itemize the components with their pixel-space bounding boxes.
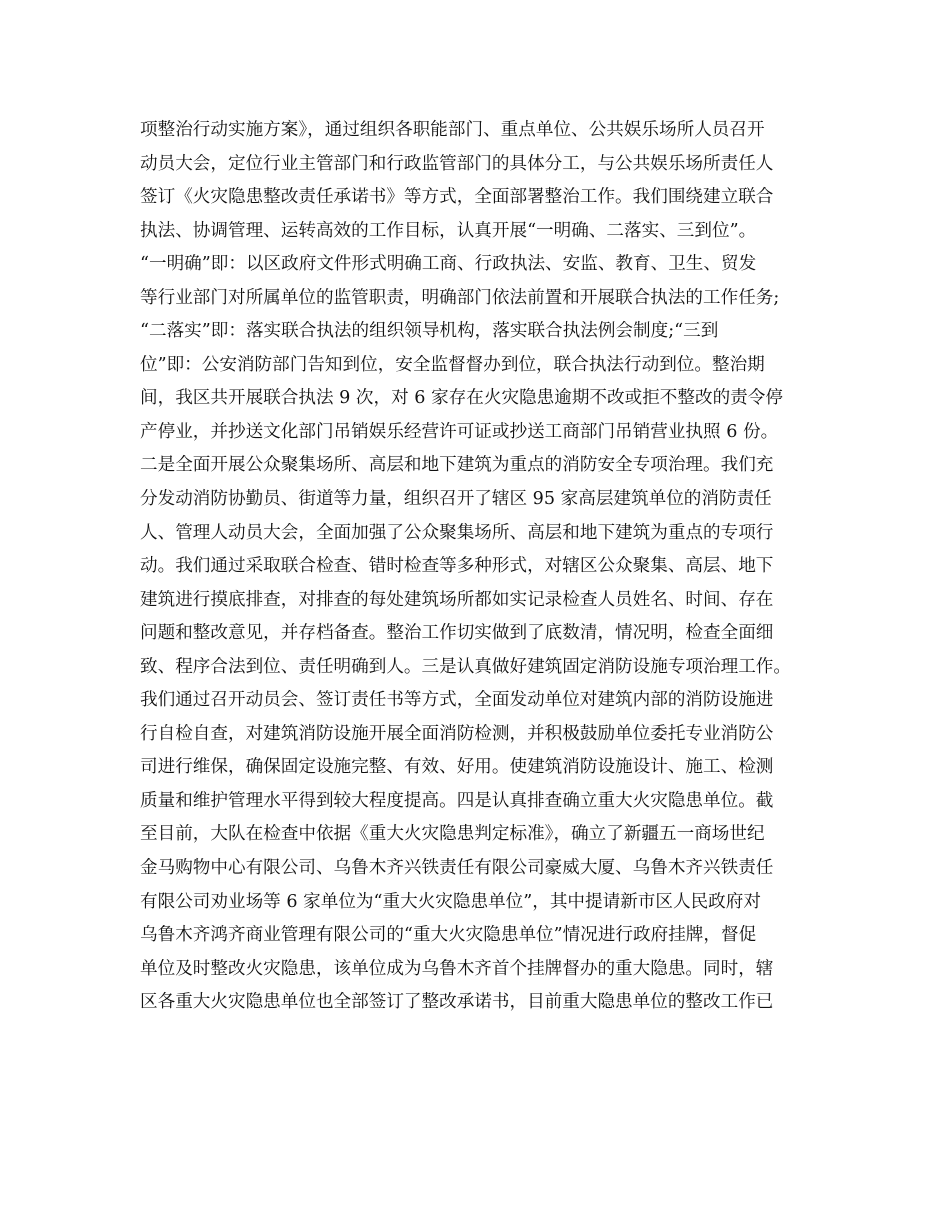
text-line-27: 区各重大火灾隐患单位也全部签订了整改承诺书，目前重大隐患单位的整改工作已	[140, 992, 774, 1013]
text-line-25: 乌鲁木齐鸿齐商业管理有限公司的“重大火灾隐患单位”情况进行政府挂牌，督促	[140, 925, 757, 946]
body-text	[140, 114, 830, 1020]
text-line-24: 有限公司劝业场等 6 家单位为“重大火灾隐患单位”，其中提请新市区人民政府对	[140, 891, 761, 912]
text-line-4: 执法、协调管理、运转高效的工作目标，认真开展“一明确、二落实、三到位”。	[140, 220, 757, 241]
text-line-21: 质量和维护管理水平得到较大程度提高。四是认真排查确立重大火灾隐患单位。截	[140, 790, 774, 811]
text-line-9: 间，我区共开展联合执法 9 次，对 6 家存在火灾隐患逾期不改或拒不整改的责令停	[140, 388, 783, 409]
text-line-22: 至目前，大队在检查中依据《重大火灾隐患判定标准》，确立了新疆五一商场世纪	[140, 824, 765, 845]
text-line-20: 司进行维保，确保固定设施完整、有效、好用。使建筑消防设施设计、施工、检测	[140, 757, 774, 778]
text-line-15: 建筑进行摸底排查，对排查的每处建筑场所都如实记录检查人员姓名、时间、存在	[140, 589, 774, 610]
text-line-3: 签订《火灾隐患整改责任承诺书》等方式，全面部署整治工作。我们围绕建立联合	[140, 187, 774, 208]
text-line-13: 人、管理人动员大会，全面加强了公众聚集场所、高层和地下建筑为重点的专项行	[140, 522, 774, 543]
text-line-14: 动。我们通过采取联合检查、错时检查等多种形式，对辖区公众聚集、高层、地下	[140, 556, 774, 577]
text-line-7: “二落实”即：落实联合执法的组织领导机构，落实联合执法例会制度;“三到	[140, 321, 719, 342]
text-line-18: 我们通过召开动员会、签订责任书等方式，全面发动单位对建筑内部的消防设施进	[140, 690, 774, 711]
text-line-17: 致、程序合法到位、责任明确到人。三是认真做好建筑固定消防设施专项治理工作。	[140, 656, 791, 677]
text-line-5: “一明确”即：以区政府文件形式明确工商、行政执法、安监、教育、卫生、贸发	[140, 254, 757, 275]
text-line-23: 金马购物中心有限公司、乌鲁木齐兴铁责任有限公司豪威大厦、乌鲁木齐兴铁责任	[140, 858, 774, 879]
text-line-10: 产停业，并抄送文化部门吊销娱乐经营许可证或抄送工商部门吊销营业执照 6 份。	[140, 421, 779, 442]
text-line-19: 行自检自查，对建筑消防设施开展全面消防检测，并积极鼓励单位委托专业消防公	[140, 723, 774, 744]
text-line-6: 等行业部门对所属单位的监管职责，明确部门依法前置和开展联合执法的工作任务;	[140, 287, 780, 308]
text-line-1: 项整治行动实施方案》，通过组织各职能部门、重点单位、公共娱乐场所人员召开	[140, 120, 765, 140]
text-line-16: 问题和整改意见，并存档备查。整治工作切实做到了底数清，情况明，检查全面细	[140, 623, 774, 644]
text-line-2: 动员大会，定位行业主管部门和行政监管部门的具体分工，与公共娱乐场所责任人	[140, 153, 774, 174]
text-line-11: 二是全面开展公众聚集场所、高层和地下建筑为重点的消防安全专项治理。我们充	[140, 455, 774, 476]
text-line-8: 位”即：公安消防部门告知到位，安全监督督办到位，联合执法行动到位。整治期	[140, 354, 765, 375]
text-line-26: 单位及时整改火灾隐患，该单位成为乌鲁木齐首个挂牌督办的重大隐患。同时，辖	[140, 958, 774, 979]
text-line-12: 分发动消防协勤员、街道等力量，组织召开了辖区 95 家高层建筑单位的消防责任	[140, 489, 772, 510]
